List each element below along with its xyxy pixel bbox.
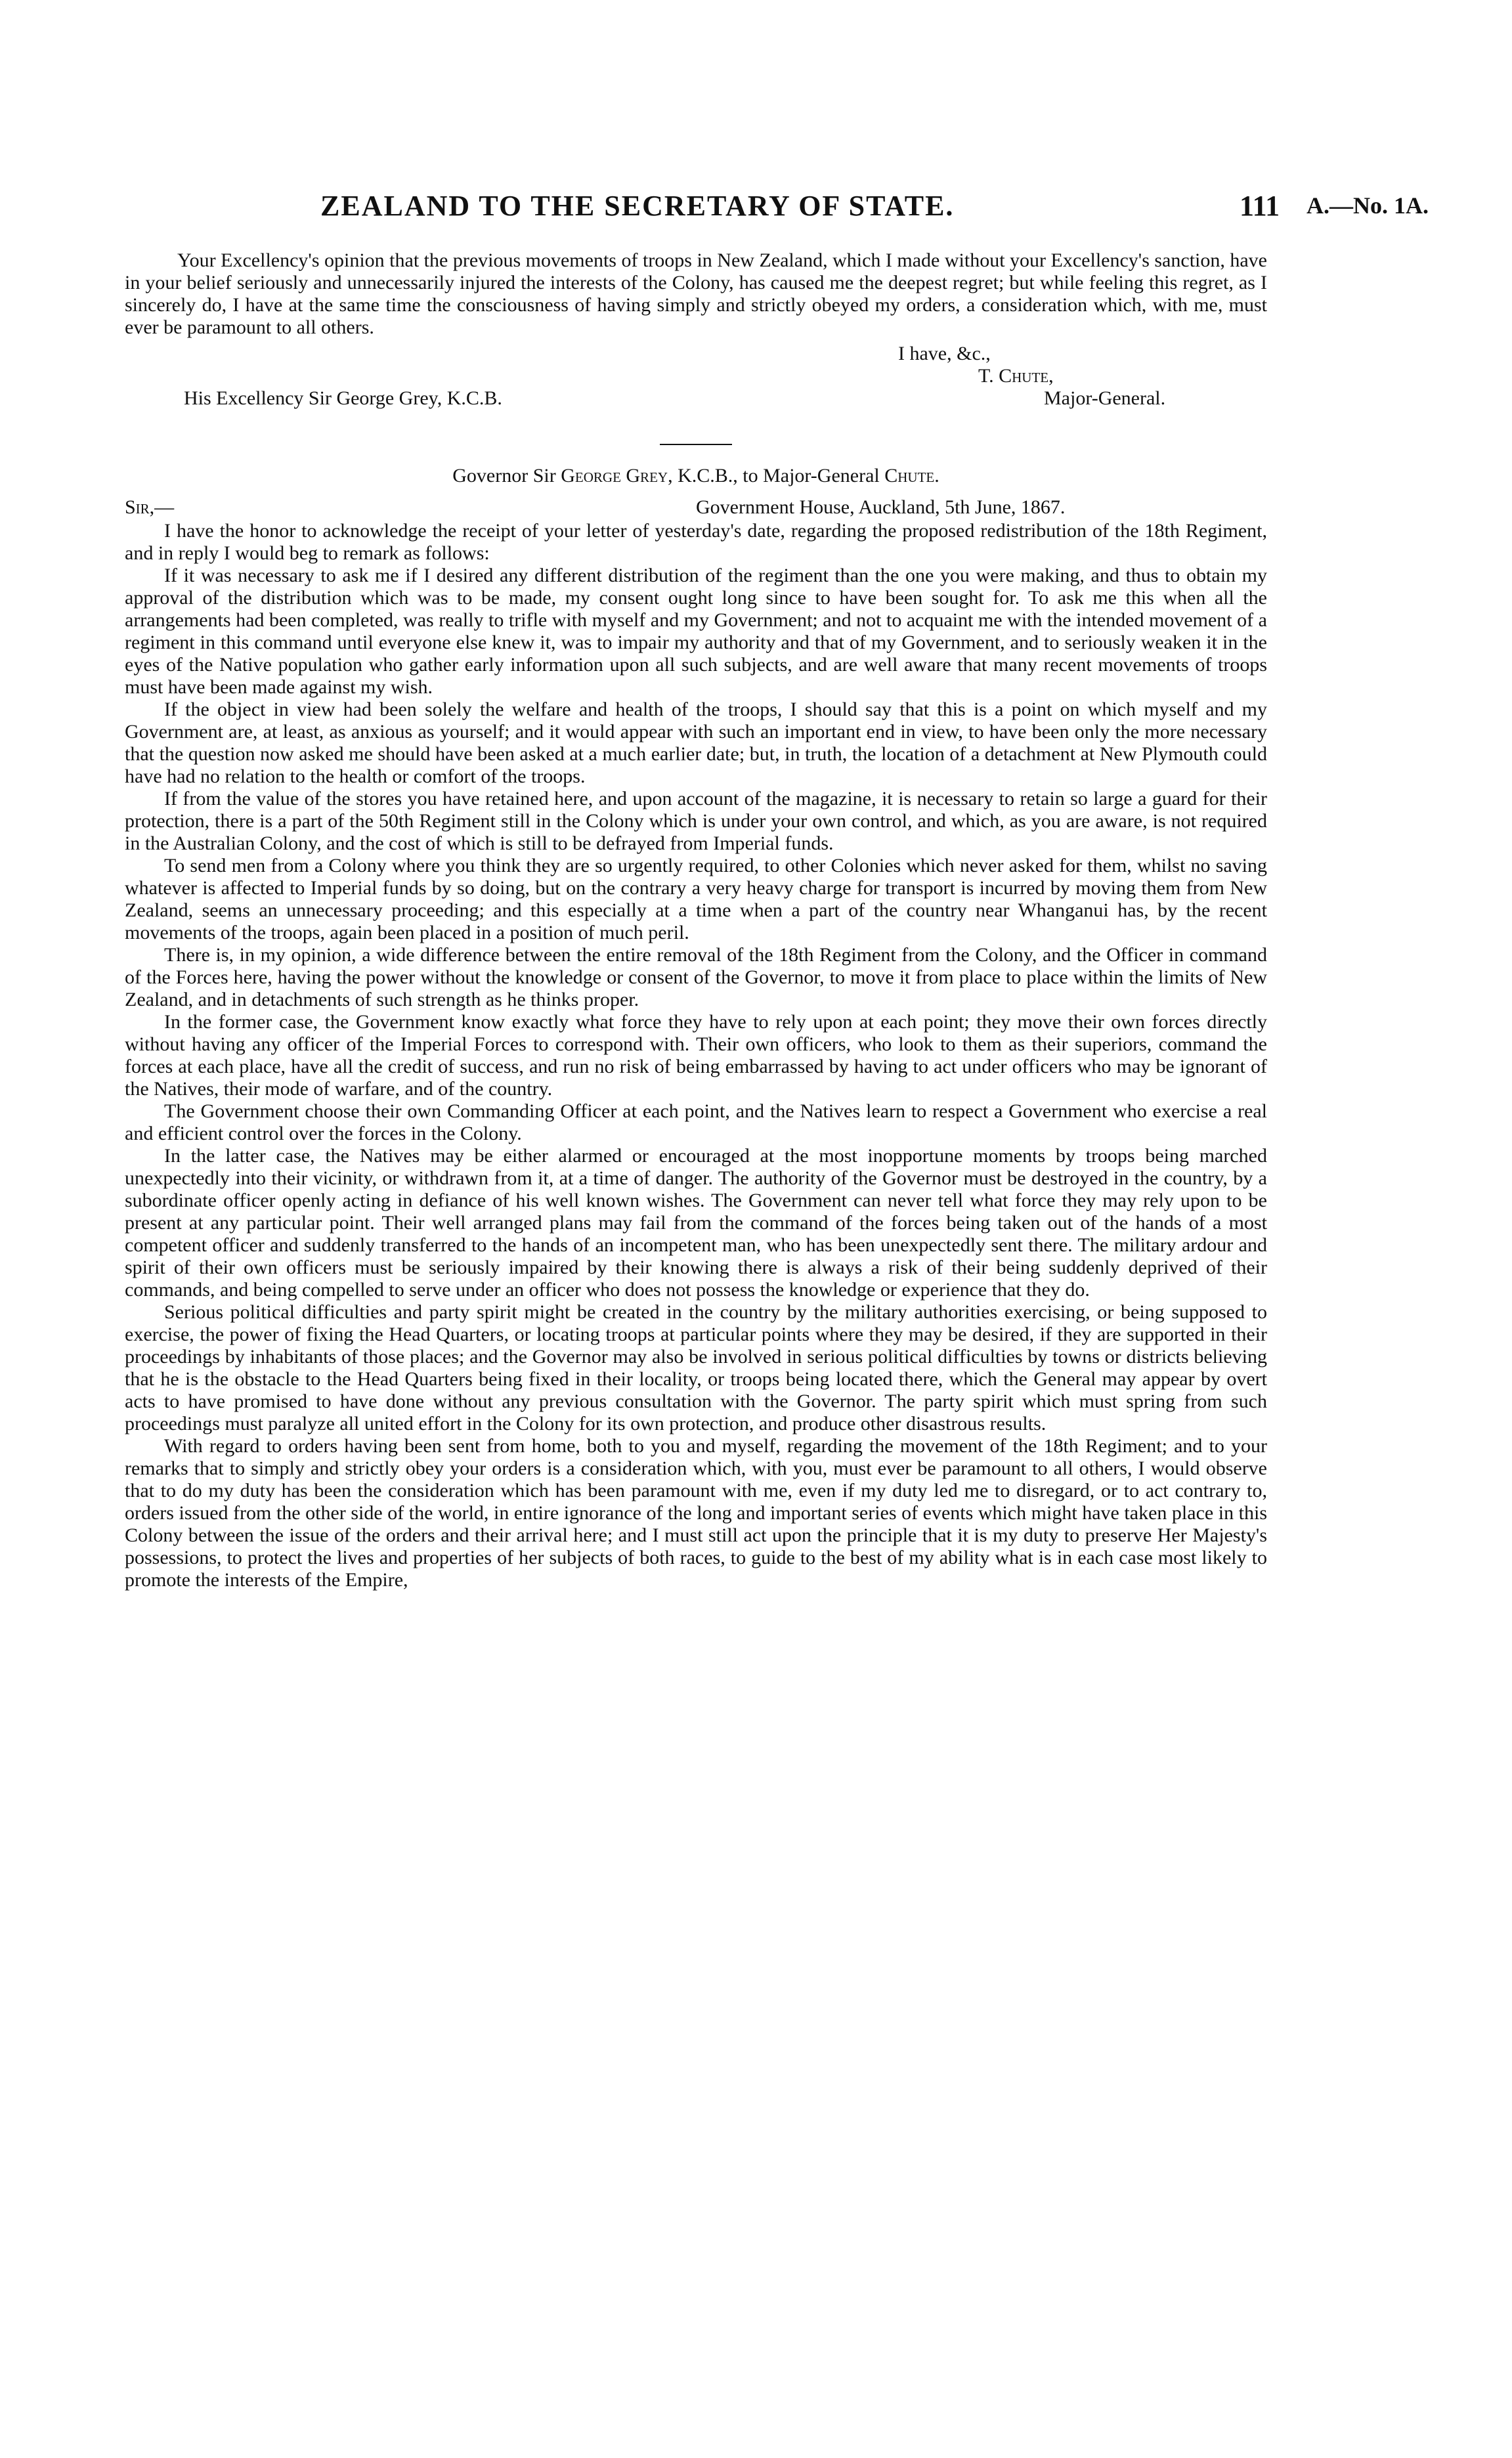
signature-closing: I have, &c., xyxy=(898,343,991,364)
heading-middle: , K.C.B., to Major-General xyxy=(668,465,880,486)
letter-paragraph-8: The Government choose their own Commanding Officer at each point, and the Natives learn to respect a Government who exercise a real and efficient control over the forces in the Colony. xyxy=(125,1100,1267,1144)
page-header xyxy=(125,189,1464,228)
letter-paragraph-3: If the object in view had been solely the welfare and health of the troops, I should say that this is a point on which myself and my Government are, at least, as anxious as yourself; and it would appear with such an important end in view, to have been only the more necessary that the question now asked me should have been asked at a much earlier date; but, in truth, the location of a detachment at New Plymouth could have had no relation to the health or comfort of the troops. xyxy=(125,699,1267,787)
series-reference: A.—No. 1A. xyxy=(1307,192,1429,219)
letter-paragraph-5: To send men from a Colony where you think they are so urgently required, to other Colonies which never asked for them, whilst no saving whatever is affected to Imperial funds by so doing, but on the contrary a very heavy charge for transport is incurred by moving them from New Zealand, seems an unnecessary proceeding; and this especially at a time when a part of the country near Whanganui has, by the recent movements of the troops, again been placed in a position of much peril. xyxy=(125,855,1267,943)
letter-paragraph-10: Serious political difficulties and party spirit might be created in the country by the military authorities exercising, or being supposed to exercise, the power of fixing the Head Quarters, or locating troops at particular points where they may be desired, if they are supported in their proceedings by inhabitants of those places; and the Governor may also be involved in serious political difficulties by towns or districts believing that he is the obstacle to the Head Quarters being fixed in their locality, or troops being located there, which the General may appear by overt acts to have promised to have done without any previous consultation with the Governor. The party spirit which must spring from such proceedings must paralyze all united effort in the Colony for its own protection, and produce other disastrous results. xyxy=(125,1301,1267,1434)
letter-paragraph-2: If it was necessary to ask me if I desired any different distribution of the regiment than the one you were making, and thus to obtain my approval of the distribution which was to be made, my consent ought long since to have been sought for. To ask me this when all the arrangements had been completed, was really to trifle with myself and my Government; and not to acquaint me with the intended movement of a regiment in this command until everyone else knew it, was to impair my authority and that of my Government, and to seriously weaken it in the eyes of the Native population who gather early information upon all such subjects, and are well aware that many recent movements of troops must have been made against my wish. xyxy=(125,565,1267,698)
heading-end: . xyxy=(934,465,940,486)
opening-paragraph: Your Excellency's opinion that the previous movements of troops in New Zealand, which I made without your Excellency's sanction, have in your belief seriously and unnecessarily injured the interests of the Colony, has caused me the deepest regret; but while feeling this regret, as I sincerely do, I have at the same time the consciousness of having simply and strictly obeyed my orders, a consideration which, with me, must ever be paramount to all others. xyxy=(125,249,1267,338)
letter-paragraph-11: With regard to orders having been sent from home, both to you and myself, regarding the movement of the 18th Regiment; and to your remarks that to simply and strictly obey your orders is a consideration which, with you, must ever be paramount to all others, I would observe that to do my duty has been the consideration which has been paramount with me, even if my duty led me to disregard, or to act contrary to, orders issued from the other side of the world, in entire ignorance of the long and important series of events which might have taken place in this Colony between the issue of the orders and their arrival here; and I must still act upon the principle that it is my duty to preserve Her Majesty's possessions, to protect the lives and properties of her subjects of both races, to guide to the best of my ability what is in each case most likely to promote the interests of the Empire, xyxy=(125,1435,1267,1591)
document-body xyxy=(125,249,1267,1591)
section-divider xyxy=(660,444,732,445)
heading-name: George Grey xyxy=(561,465,668,486)
letter-paragraph-1: I have the honor to acknowledge the receipt of your letter of yesterday's date, regarding the proposed redistribution of the 18th Regiment, and in reply I would beg to remark as follows: xyxy=(125,520,1267,564)
letter-paragraph-6: There is, in my opinion, a wide difference between the entire removal of the 18th Regiment from the Colony, and the Officer in command of the Forces here, having the power without the knowledge or consent of the Governor, to move it from place to place within the limits of New Zealand, and in detachments of such strength as he thinks proper. xyxy=(125,944,1267,1010)
first-letter-signature xyxy=(125,339,1267,424)
salutation: Sir,— xyxy=(125,496,175,518)
letter-heading xyxy=(125,465,1267,487)
letter-paragraph-4: If from the value of the stores you have retained here, and upon account of the magazine, it is necessary to retain so large a guard for their protection, there is a part of the 50th Regiment still in the Colony which is under your own control, and which, as you are aware, is not required in the Australian Colony, and the cost of which is still to be defrayed from Imperial funds. xyxy=(125,788,1267,854)
letter-paragraph-9: In the latter case, the Natives may be either alarmed or encouraged at the most inopportune moments by troops being marched unexpectedly into their vicinity, or withdrawn from it, at a time of danger. The authority of the Governor must be destroyed in the country, by a subordinate officer openly acting in defiance of his well known wishes. The Government can never tell what force they may rely upon to be present at any particular point. Their well arranged plans may fail from the command of the forces being taken out of the hands of a most competent officer and suddenly transferred to the hands of an incompetent man, who has been unexpectedly sent there. The military ardour and spirit of their own officers must be seriously impaired by their knowing there is always a risk of their being suddenly deprived of their commands, and being compelled to serve under an officer who does not possess the knowledge or experience that they do. xyxy=(125,1145,1267,1301)
signature-name: T. Chute, xyxy=(978,365,1054,387)
heading-recipient: Chute xyxy=(884,465,935,486)
dateline: Government House, Auckland, 5th June, 1867. xyxy=(696,496,1066,518)
signature-addressee: His Excellency Sir George Grey, K.C.B. xyxy=(184,387,502,409)
letter-paragraph-7: In the former case, the Government know exactly what force they have to rely upon at each point; they move their own forces directly without having any officer of the Imperial Forces to correspond with. Their own officers, who look to them as their superiors, command the forces at each place, have all the credit of success, and run no risk of being embarrassed by having to act under officers who may be ignorant of the Natives, their mode of warfare, and of the country. xyxy=(125,1011,1267,1100)
signature-title: Major-General. xyxy=(1044,387,1166,409)
page-number: 111 xyxy=(1240,190,1280,222)
heading-prefix: Governor Sir xyxy=(452,465,556,486)
running-title: ZEALAND TO THE SECRETARY OF STATE. xyxy=(320,190,955,222)
salutation-row xyxy=(125,496,1267,520)
